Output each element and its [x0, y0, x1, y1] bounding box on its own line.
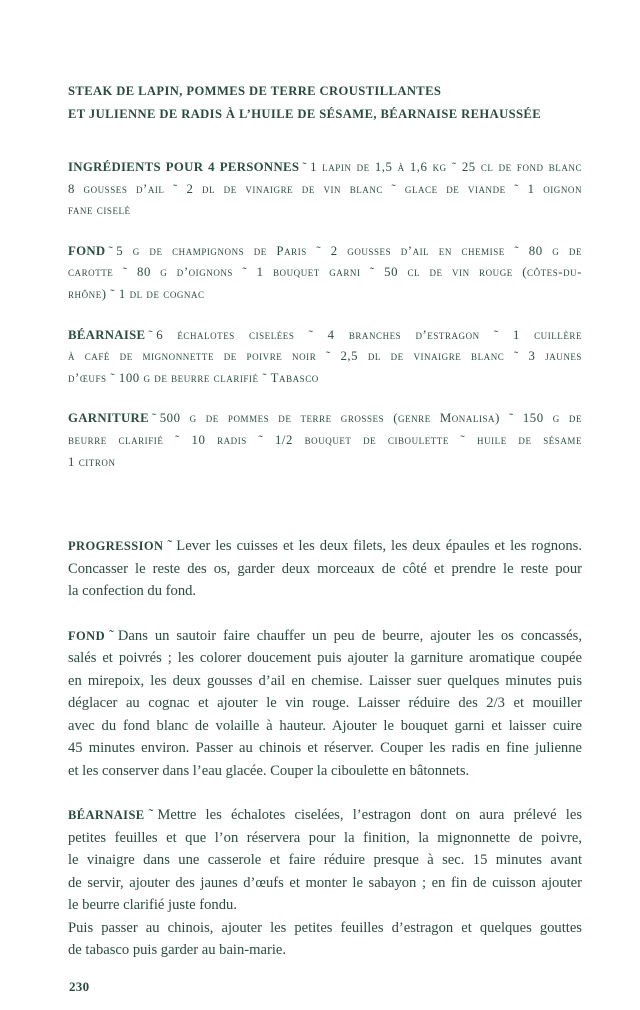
recipe-title [68, 80, 582, 126]
step-bearnaise [68, 804, 582, 962]
step-fond-line: en mirepoix, les deux gousses d’ail en chemise. Laisser suer quelques minutes puis [68, 672, 582, 689]
ingredients-garniture [68, 408, 582, 473]
step-fond-lead: FOND [68, 628, 106, 643]
step-fond [68, 625, 582, 783]
separator-mark: ˜ [302, 160, 308, 174]
ingredients-main-line: 8 gousses d’ail ˜ 2 dl de vinaigre de vin blanc ˜ glace de viande ˜ 1 oignon [68, 181, 582, 196]
separator-mark: ˜ [108, 243, 114, 258]
section-spacer [68, 492, 582, 535]
recipe-page [68, 80, 582, 984]
step-bearnaise-line: de servir, ajouter des jaunes d’œufs et monter le sabayon ; en fin de cuisson ajouter [68, 874, 582, 891]
ingredients-fond-line: carotte ˜ 80 g d’oignons ˜ 1 bouquet garni ˜ 50 cl de vin rouge (côtes-du- [68, 265, 582, 280]
ingredients-garniture-line: 500 g de pommes de terre grosses (genre Monalisa) ˜ 150 g de [159, 411, 582, 426]
ingredients-fond-line: 5 g de champignons de Paris ˜ 2 gousses d’ail en chemise ˜ 80 g de [116, 243, 582, 258]
ingredients-fond-lead: FOND [68, 243, 106, 258]
ingredients-bearnaise [68, 325, 582, 390]
ingredients-main-line: 1 lapin de 1,5 à 1,6 kg ˜ 25 cl de fond blanc [310, 160, 582, 174]
step-progression-line: la confection du fond. [68, 583, 197, 600]
step-bearnaise-line: Mettre les échalotes ciselées, l’estragon dont on aura prélevé les [157, 807, 582, 824]
ingredients-bearnaise-line: à café de mignonnette de poivre noir ˜ 2,5 dl de vinaigre blanc ˜ 3 jaunes [68, 349, 582, 364]
separator-mark: ˜ [151, 411, 157, 426]
separator-mark: ˜ [167, 538, 173, 555]
ingredients-fond [68, 241, 582, 306]
step-bearnaise-line: le vinaigre dans une casserole et faire réduire presque à sec. 15 minutes avant [68, 852, 582, 869]
recipe-title-line-1: STEAK DE LAPIN, POMMES DE TERRE CROUSTILLANTES [68, 84, 442, 98]
ingredients-garniture-line: beurre clarifié ˜ 10 radis ˜ 1/2 bouquet de ciboulette ˜ huile de sésame [68, 432, 582, 447]
step-bearnaise-lead: BÉARNAISE [68, 808, 145, 823]
step-bearnaise-line: le beurre clarifié juste fondu. [68, 897, 237, 914]
step-fond-line: 45 minutes environ. Passer au chinois et réserver. Couper les radis en fine julienne [68, 740, 582, 757]
separator-mark: ˜ [148, 807, 154, 824]
step-fond-line: déglacer au cognac et ajouter le vin rouge. Laisser réduire des 2/3 et mouiller [68, 695, 582, 712]
step-fond-line: salés et poivrés ; les colorer doucement puis ajouter la garniture aromatique coupée [68, 650, 582, 667]
step-bearnaise-line: petites feuilles et que l’on réservera pour la finition, la mignonnette de poivre, [68, 829, 582, 846]
step-fond-line: Dans un sautoir faire chauffer un peu de beurre, ajouter les os concassés, [117, 627, 582, 644]
separator-mark: ˜ [148, 327, 154, 342]
step-bearnaise-line: Puis passer au chinois, ajouter les petites feuilles d’estragon et quelques gouttes [68, 919, 582, 936]
ingredients-fond-line: rhône) ˜ 1 dl de cognac [68, 286, 205, 301]
ingredients-bearnaise-lead: BÉARNAISE [68, 327, 146, 342]
step-fond-line: et les conserver dans l’eau glacée. Couper la ciboulette en bâtonnets. [68, 762, 470, 779]
step-progression [68, 535, 582, 603]
step-bearnaise-line: de tabasco puis garder au bain-marie. [68, 942, 287, 959]
ingredients-bearnaise-line: d’œufs ˜ 100 g de beurre clarifié ˜ Tabasco [68, 370, 319, 385]
ingredients-main [68, 157, 582, 222]
page-number: 230 [69, 979, 90, 994]
ingredients-main-line: fane ciselé [68, 203, 131, 218]
step-progression-line: Lever les cuisses et les deux filets, les deux épaules et les rognons. [176, 538, 582, 555]
ingredients-bearnaise-line: 6 échalotes ciselées ˜ 4 branches d’estragon ˜ 1 cuillère [156, 327, 582, 342]
separator-mark: ˜ [109, 627, 114, 644]
ingredients-garniture-lead: GARNITURE [68, 411, 149, 426]
step-progression-line: Concasser le reste des os, garder deux morceaux de côté et prendre le reste pour [68, 560, 582, 577]
step-fond-line: avec du fond blanc de volaille à hauteur. Ajouter le bouquet garni et laisser cuire [68, 717, 582, 734]
ingredients-garniture-line: 1 citron [68, 454, 116, 469]
recipe-title-line-2: ET JULIENNE DE RADIS À L’HUILE DE SÉSAME, BÉARNAISE REHAUSSÉE [68, 107, 542, 121]
step-progression-lead: PROGRESSION [68, 539, 164, 554]
ingredients-main-lead: INGRÉDIENTS POUR 4 PERSONNES [68, 160, 300, 174]
